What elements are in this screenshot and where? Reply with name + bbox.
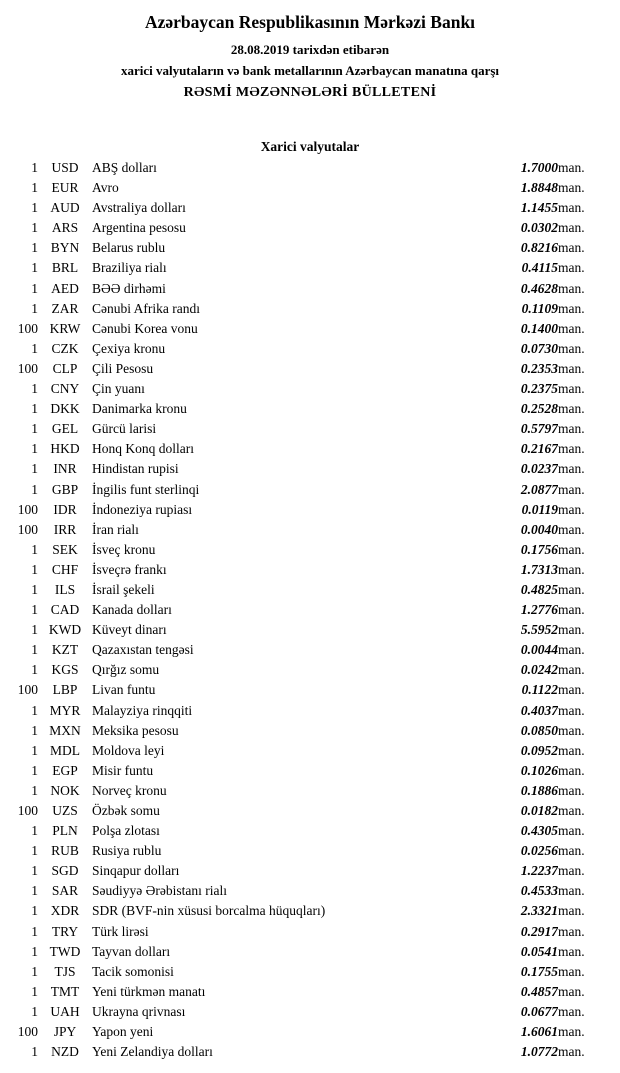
quantity-cell: 1 [31,823,38,839]
currency-code-cell: CNY [50,381,80,397]
currency-name-cell: Küveyt dinarı [92,622,167,638]
currency-code-cell: KGS [51,662,79,678]
rate-value-cell: 0.2167 [520,441,558,457]
currency-code-cell: TMT [50,983,80,999]
currency-name-cell: Cənubi Korea vonu [92,320,198,336]
rate-value-cell: 0.2528 [520,401,558,417]
currency-code-cell: TJS [54,963,76,979]
rate-value-cell: 0.0242 [520,662,558,678]
table-row [0,198,620,218]
currency-name-cell: Belarus rublu [92,240,166,256]
currency-code-cell: DKK [50,401,80,417]
unit-label-cell: man. [558,722,585,738]
quantity-cell: 1 [31,963,38,979]
currency-code-cell: RUB [51,843,79,859]
table-row [0,480,620,500]
rate-value-cell: 0.0044 [520,642,558,658]
table-row [0,379,620,399]
currency-name-cell: Danimarka kronu [92,401,187,417]
currency-name-cell: Avstraliya dolları [92,200,186,216]
currency-name-cell: Çin yuanı [92,381,145,397]
table-row [0,660,620,680]
unit-label-cell: man. [558,401,585,417]
currency-code-cell: EUR [51,180,79,196]
unit-label-cell: man. [558,280,585,296]
currency-code-cell: KZT [51,642,79,658]
quantity-cell: 1 [31,200,38,216]
rate-value-cell: 0.2353 [520,360,558,376]
unit-label-cell: man. [558,963,585,979]
rate-value-cell: 0.4628 [520,280,558,296]
unit-label-cell: man. [558,421,585,437]
currency-name-cell: Moldova leyi [92,742,165,758]
table-row [0,761,620,781]
rate-value-cell: 0.0730 [520,340,558,356]
rate-value-cell: 0.0541 [520,943,558,959]
subtitle-line: xarici valyutaların və bank metallarının Azərbaycan manatına qarşı [120,63,500,78]
unit-label-cell: man. [558,662,585,678]
currency-code-cell: SEK [52,541,78,557]
quantity-cell: 1 [31,762,38,778]
table-row [0,238,620,258]
currency-name-cell: Qazaxıstan tengəsi [92,642,194,658]
table-row [0,218,620,238]
rate-value-cell: 0.1400 [520,320,558,336]
table-row [0,841,620,861]
unit-label-cell: man. [558,642,585,658]
document-header [0,10,620,104]
currency-code-cell: CAD [50,602,80,618]
currency-name-cell: Braziliya rialı [92,260,167,276]
currency-code-cell: NOK [50,782,80,798]
table-row [0,640,620,660]
quantity-cell: 1 [31,702,38,718]
quantity-cell: 1 [31,421,38,437]
currency-name-cell: Hindistan rupisi [92,461,179,477]
effective-date-line: 28.08.2019 tarixdən etibarən [230,42,390,57]
quantity-cell: 1 [31,602,38,618]
currency-name-cell: Norveç kronu [92,782,167,798]
quantity-cell: 1 [31,742,38,758]
currency-code-cell: IDR [53,501,77,517]
quantity-cell: 100 [17,1024,38,1040]
currency-code-cell: CLP [52,360,78,376]
unit-label-cell: man. [558,541,585,557]
currency-name-cell: Meksika pesosu [92,722,179,738]
table-row [0,620,620,640]
quantity-cell: 100 [17,803,38,818]
unit-label-cell: man. [558,521,585,537]
table-row [0,580,620,600]
currency-name-cell: İsveç kronu [92,541,156,557]
quantity-cell: 100 [17,682,38,698]
currency-name-cell: Livan funtu [92,682,156,698]
rate-value-cell: 1.8848 [520,180,558,196]
quantity-cell: 100 [17,501,38,517]
quantity-cell: 1 [31,923,38,939]
currency-code-cell: JPY [53,1024,77,1040]
rate-value-cell: 5.5952 [520,622,558,638]
unit-label-cell: man. [558,441,585,457]
currency-name-cell: İsveçrə frankı [92,561,167,577]
currency-code-cell: KRW [49,320,81,336]
table-row [0,1022,620,1042]
table-row [0,1042,620,1062]
unit-label-cell: man. [558,682,585,698]
currency-code-cell: NZD [51,1044,79,1060]
section-title: Xarici valyutalar [260,139,360,154]
quantity-cell: 1 [31,220,38,236]
currency-name-cell: Rusiya rublu [92,843,162,859]
table-row [0,279,620,299]
currency-code-cell: MDL [50,742,80,758]
quantity-cell: 1 [31,180,38,196]
table-row [0,399,620,419]
unit-label-cell: man. [558,903,585,919]
currency-name-cell: İsrail şekeli [92,581,155,597]
currency-code-cell: GBP [51,481,79,497]
quantity-cell: 1 [31,401,38,417]
table-row [0,178,620,198]
rate-value-cell: 2.3321 [520,903,558,919]
unit-label-cell: man. [558,561,585,577]
currency-code-cell: AED [51,280,79,296]
table-row [0,419,620,439]
unit-label-cell: man. [558,1003,585,1019]
table-row [0,901,620,921]
currency-code-cell: UZS [52,803,78,818]
rate-value-cell: 1.7313 [520,561,558,577]
currency-name-cell: Avro [92,180,119,196]
table-row [0,439,620,459]
currency-code-cell: SAR [51,883,79,899]
rate-value-cell: 0.4825 [520,581,558,597]
quantity-cell: 1 [31,441,38,457]
unit-label-cell: man. [558,220,585,236]
currency-code-cell: CHF [51,561,79,577]
currency-name-cell: İndoneziya rupiası [92,501,193,517]
unit-label-cell: man. [558,180,585,196]
currency-code-cell: ARS [51,220,79,236]
quantity-cell: 1 [31,622,38,638]
unit-label-cell: man. [558,360,585,376]
rate-value-cell: 0.0850 [520,722,558,738]
rate-value-cell: 0.0302 [520,220,558,236]
bulletin-title: RƏSMİ MƏZƏNNƏLƏRİ BÜLLETENİ [183,85,437,100]
quantity-cell: 1 [31,381,38,397]
unit-label-cell: man. [558,381,585,397]
currency-name-cell: BƏƏ dirhəmi [92,280,166,296]
currency-name-cell: Argentina pesosu [92,220,186,236]
quantity-cell: 1 [31,863,38,879]
table-row [0,741,620,761]
currency-code-cell: LBP [52,682,78,698]
table-row [0,158,620,178]
unit-label-cell: man. [558,461,585,477]
unit-label-cell: man. [558,260,585,276]
table-row [0,881,620,901]
unit-label-cell: man. [558,843,585,859]
table-row [0,942,620,962]
currency-name-cell: Yeni Zelandiya dolları [92,1044,213,1060]
rate-value-cell: 0.0256 [520,843,558,859]
rate-value-cell: 0.0237 [520,461,558,477]
currency-name-cell: Sinqapur dolları [92,863,180,879]
rate-value-cell: 0.1109 [521,300,558,316]
currency-code-cell: BYN [50,240,80,256]
quantity-cell: 1 [31,160,38,175]
currency-code-cell: AUD [50,200,80,216]
currency-name-cell: Yeni türkmən manatı [92,983,206,999]
currency-name-cell: Yapon yeni [92,1024,154,1040]
unit-label-cell: man. [558,340,585,356]
unit-label-cell: man. [558,200,585,216]
currency-name-cell: Malayziya rinqqiti [92,702,193,718]
currency-name-cell: Qırğız somu [92,662,160,678]
currency-name-cell: Honq Konq dolları [92,441,194,457]
currency-name-cell: Tacik somonisi [92,963,174,979]
unit-label-cell: man. [558,602,585,618]
currency-rates-table [0,158,620,1062]
currency-name-cell: Cənubi Afrika randı [92,300,200,316]
rate-value-cell: 1.2776 [520,602,558,618]
quantity-cell: 1 [31,481,38,497]
currency-code-cell: INR [53,461,77,477]
quantity-cell: 1 [31,843,38,859]
rate-value-cell: 0.4115 [521,260,558,276]
table-row [0,459,620,479]
rate-value-cell: 0.1755 [520,963,558,979]
currency-code-cell: IRR [53,521,77,537]
currency-code-cell: EGP [52,762,78,778]
currency-name-cell: İngilis funt sterlinqi [92,481,200,497]
table-row [0,339,620,359]
unit-label-cell: man. [558,883,585,899]
quantity-cell: 1 [31,561,38,577]
table-row [0,721,620,741]
currency-code-cell: GEL [51,421,79,437]
currency-name-cell: Səudiyyə Ərəbistanı rialı [92,883,227,899]
currency-code-cell: KWD [48,622,82,638]
currency-name-cell: Misir funtu [92,762,154,778]
unit-label-cell: man. [558,240,585,256]
unit-label-cell: man. [558,742,585,758]
unit-label-cell: man. [558,702,585,718]
currency-name-cell: Tayvan dolları [92,943,171,959]
unit-label-cell: man. [558,803,585,818]
rate-value-cell: 0.4533 [520,883,558,899]
unit-label-cell: man. [558,983,585,999]
rate-value-cell: 0.1886 [520,782,558,798]
rate-value-cell: 0.0040 [520,521,558,537]
currency-code-cell: SGD [51,863,79,879]
rate-value-cell: 0.5797 [520,421,558,437]
rate-value-cell: 0.4305 [520,823,558,839]
rate-value-cell: 0.0952 [520,742,558,758]
quantity-cell: 1 [31,943,38,959]
currency-rates-body [0,158,620,1062]
table-row [0,540,620,560]
unit-label-cell: man. [558,622,585,638]
table-row [0,319,620,339]
quantity-cell: 1 [31,260,38,276]
currency-name-cell: Ukrayna qrivnası [92,1003,186,1019]
currency-name-cell: Kanada dolları [92,602,172,618]
currency-name-cell: Gürcü larisi [92,421,157,437]
currency-code-cell: PLN [52,823,78,839]
table-row [0,861,620,881]
currency-code-cell: TWD [49,943,81,959]
quantity-cell: 1 [31,300,38,316]
currency-code-cell: ILS [54,581,76,597]
table-row [0,982,620,1002]
quantity-cell: 1 [31,461,38,477]
rate-value-cell: 1.6061 [520,1024,558,1040]
table-row [0,359,620,379]
quantity-cell: 100 [17,320,38,336]
currency-code-cell: ZAR [51,300,79,316]
quantity-cell: 100 [17,360,38,376]
quantity-cell: 1 [31,642,38,658]
bank-title: Azərbaycan Respublikasının Mərkəzi Bankı [144,12,476,32]
rate-value-cell: 1.7000 [520,160,558,175]
rate-value-cell: 0.0677 [520,1003,558,1019]
rate-value-cell: 1.1455 [520,200,558,216]
currency-name-cell: SDR (BVF-nin xüsusi borcalma hüquqları) [92,903,326,919]
table-row [0,922,620,942]
rate-value-cell: 0.4037 [520,702,558,718]
currency-name-cell: İran rialı [92,521,139,537]
rate-value-cell: 0.8216 [520,240,558,256]
rate-value-cell: 0.1026 [520,762,558,778]
quantity-cell: 1 [31,340,38,356]
rate-value-cell: 1.2237 [520,863,558,879]
quantity-cell: 1 [31,240,38,256]
unit-label-cell: man. [558,160,585,175]
quantity-cell: 1 [31,983,38,999]
table-row [0,299,620,319]
unit-label-cell: man. [558,300,585,316]
table-row [0,520,620,540]
table-row [0,560,620,580]
rate-value-cell: 0.2917 [520,923,558,939]
rate-value-cell: 0.2375 [520,381,558,397]
rate-value-cell: 0.1122 [521,682,558,698]
table-row [0,821,620,841]
quantity-cell: 1 [31,903,38,919]
currency-name-cell: ABŞ dolları [92,160,157,175]
quantity-cell: 1 [31,1003,38,1019]
quantity-cell: 1 [31,722,38,738]
quantity-cell: 1 [31,1044,38,1060]
rate-value-cell: 0.0182 [520,803,558,818]
unit-label-cell: man. [558,943,585,959]
currency-code-cell: XDR [50,903,80,919]
currency-name-cell: Özbək somu [92,803,160,818]
table-row [0,1002,620,1022]
currency-name-cell: Çexiya kronu [92,340,166,356]
currency-code-cell: BRL [51,260,79,276]
unit-label-cell: man. [558,1044,585,1060]
unit-label-cell: man. [558,863,585,879]
currency-code-cell: MXN [49,722,81,738]
unit-label-cell: man. [558,320,585,336]
unit-label-cell: man. [558,581,585,597]
quantity-cell: 1 [31,662,38,678]
currency-name-cell: Polşa zlotası [92,823,160,839]
rate-value-cell: 0.1756 [520,541,558,557]
table-row [0,701,620,721]
table-row [0,258,620,278]
table-row [0,801,620,821]
table-row [0,680,620,700]
table-row [0,962,620,982]
quantity-cell: 1 [31,782,38,798]
quantity-cell: 100 [17,521,38,537]
unit-label-cell: man. [558,782,585,798]
quantity-cell: 1 [31,581,38,597]
currency-code-cell: CZK [51,340,79,356]
quantity-cell: 1 [31,541,38,557]
currency-code-cell: TRY [51,923,79,939]
currency-code-cell: UAH [50,1003,80,1019]
unit-label-cell: man. [558,501,585,517]
currency-name-cell: Çili Pesosu [92,360,154,376]
currency-code-cell: MYR [49,702,81,718]
unit-label-cell: man. [558,923,585,939]
currency-code-cell: USD [51,160,79,175]
unit-label-cell: man. [558,1024,585,1040]
table-row [0,500,620,520]
table-row [0,781,620,801]
unit-label-cell: man. [558,762,585,778]
currency-name-cell: Türk lirəsi [92,923,149,939]
table-row [0,600,620,620]
unit-label-cell: man. [558,823,585,839]
unit-label-cell: man. [558,481,585,497]
rate-value-cell: 2.0877 [520,481,558,497]
rate-value-cell: 1.0772 [520,1044,558,1060]
rate-value-cell: 0.4857 [520,983,558,999]
currency-code-cell: HKD [50,441,80,457]
quantity-cell: 1 [31,280,38,296]
quantity-cell: 1 [31,883,38,899]
rate-value-cell: 0.0119 [521,501,558,517]
